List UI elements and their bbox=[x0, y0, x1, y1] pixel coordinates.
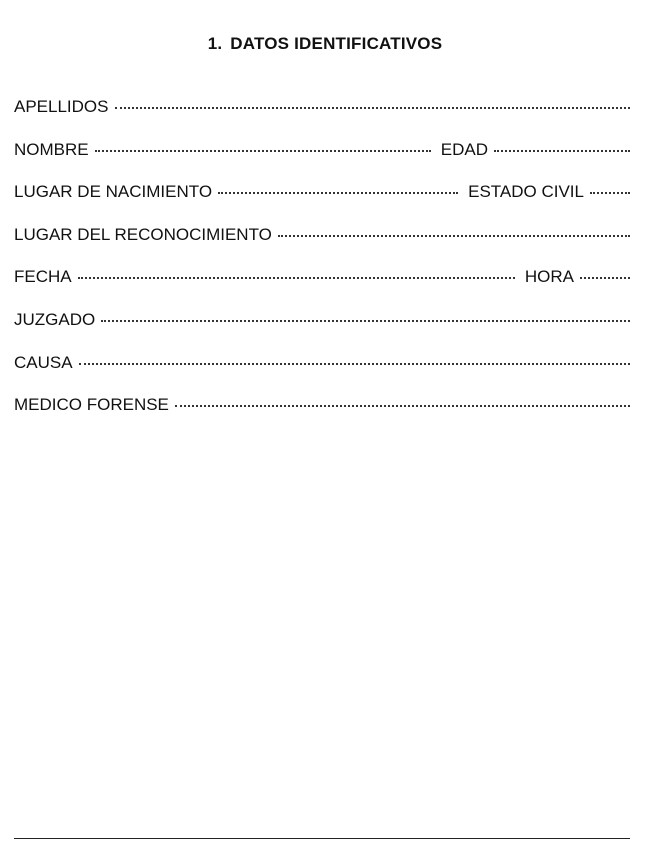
hora-field[interactable] bbox=[580, 277, 630, 279]
edad-field[interactable] bbox=[494, 150, 630, 152]
estado-civil-label: ESTADO CIVIL bbox=[468, 182, 584, 202]
section-title-text: DATOS IDENTIFICATIVOS bbox=[230, 34, 443, 53]
section-number: 1. bbox=[207, 34, 223, 53]
row-medico-forense bbox=[14, 395, 630, 438]
row-causa bbox=[14, 353, 630, 396]
identification-form bbox=[14, 97, 630, 438]
row-nombre-edad bbox=[14, 140, 630, 183]
row-lugar-reconocimiento bbox=[14, 225, 630, 268]
hora-label: HORA bbox=[524, 267, 574, 287]
nombre-label: NOMBRE bbox=[14, 139, 89, 159]
lugar-nacimiento-label: LUGAR DE NACIMIENTO bbox=[14, 182, 213, 202]
bottom-divider bbox=[14, 838, 630, 839]
apellidos-field[interactable] bbox=[115, 107, 631, 109]
nombre-field[interactable] bbox=[95, 150, 431, 152]
juzgado-field[interactable] bbox=[101, 320, 630, 322]
causa-label: CAUSA bbox=[14, 352, 73, 372]
row-juzgado bbox=[14, 310, 630, 353]
causa-field[interactable] bbox=[79, 363, 630, 365]
lugar-reconocimiento-field[interactable] bbox=[278, 235, 630, 237]
row-fecha-hora bbox=[14, 267, 630, 310]
fecha-label: FECHA bbox=[14, 267, 72, 287]
lugar-nacimiento-field[interactable] bbox=[218, 192, 458, 194]
lugar-reconocimiento-label: LUGAR DEL RECONOCIMIENTO bbox=[14, 224, 272, 244]
medico-forense-field[interactable] bbox=[175, 405, 630, 407]
row-apellidos bbox=[14, 97, 630, 140]
medico-forense-label: MEDICO FORENSE bbox=[14, 395, 169, 415]
edad-label: EDAD bbox=[440, 139, 488, 159]
juzgado-label: JUZGADO bbox=[14, 309, 96, 329]
fecha-field[interactable] bbox=[78, 277, 515, 279]
estado-civil-field[interactable] bbox=[590, 192, 630, 194]
apellidos-label: APELLIDOS bbox=[14, 97, 109, 116]
section-title bbox=[0, 34, 650, 54]
row-nacimiento-civil bbox=[14, 182, 630, 225]
